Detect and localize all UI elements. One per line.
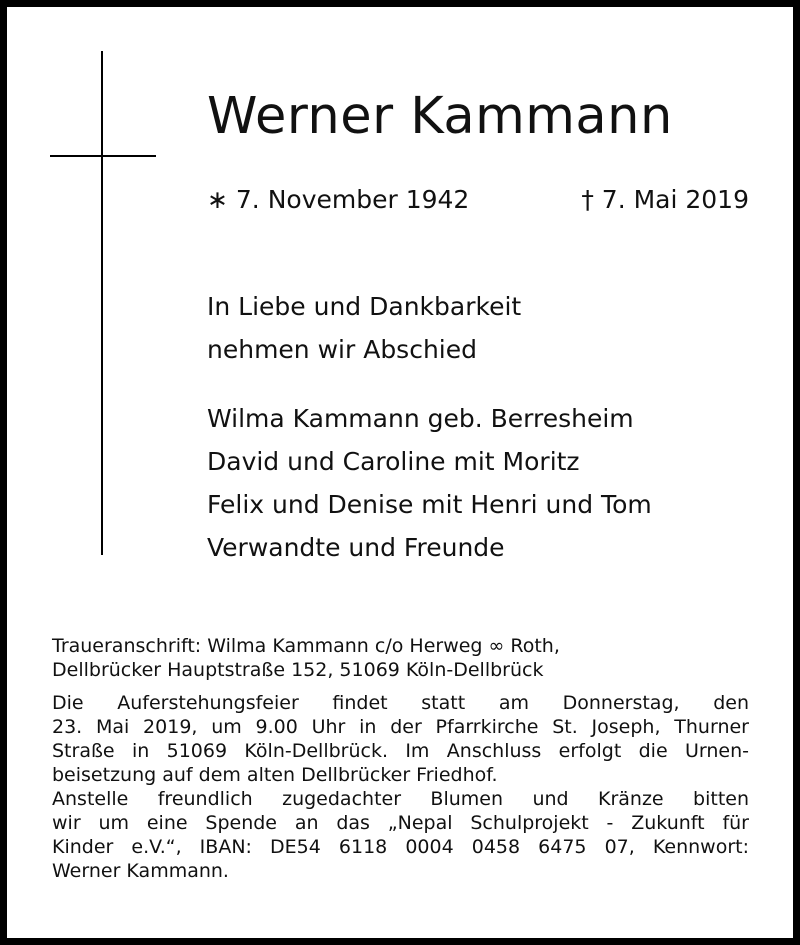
farewell-line: In Liebe und Dankbarkeit [207, 292, 522, 321]
mourner-line: Felix und Denise mit Henri und Tom [207, 490, 652, 519]
cross-icon-horizontal [50, 155, 156, 157]
cross-icon-vertical [101, 51, 103, 555]
mourning-address [52, 634, 749, 682]
mourner-line: Verwandte und Freunde [207, 533, 505, 562]
address-line: Traueranschrift: Wilma Kammann c/o Herweg ∞ Roth, [52, 635, 560, 657]
deceased-name: Werner Kammann [207, 87, 673, 146]
ceremony-line: 23. Mai 2019, um 9.00 Uhr in der Pfarrkirche St. Joseph, Thurner [52, 716, 749, 738]
farewell-line: nehmen wir Abschied [207, 335, 477, 364]
address-line: Dellbrücker Hauptstraße 152, 51069 Köln-Dellbrück [52, 659, 544, 681]
mourner-line: David und Caroline mit Moritz [207, 447, 580, 476]
birth-date: ∗ 7. November 1942 [207, 185, 470, 214]
mourner-line: Wilma Kammann geb. Berresheim [207, 404, 634, 433]
donation-line: Werner Kammann. [52, 860, 229, 882]
donation-line: Anstelle freundlich zugedachter Blumen und Kränze bitten [52, 788, 749, 810]
farewell-text [207, 285, 521, 371]
donation-line: Kinder e.V.“, IBAN: DE54 6118 0004 0458 6475 07, Kennwort: [52, 836, 749, 858]
ceremony-line: beisetzung auf dem alten Dellbrücker Friedhof. [52, 764, 498, 786]
ceremony-and-donation-text [52, 691, 749, 883]
ceremony-line: Die Auferstehungsfeier findet statt am Donnerstag, den [52, 692, 749, 714]
ceremony-line: Straße in 51069 Köln-Dellbrück. Im Anschluss erfolgt die Urnen- [52, 740, 749, 762]
donation-line: wir um eine Spende an das „Nepal Schulprojekt - Zukunft für [52, 812, 749, 834]
death-date: † 7. Mai 2019 [581, 185, 749, 214]
mourners-list [207, 397, 652, 569]
